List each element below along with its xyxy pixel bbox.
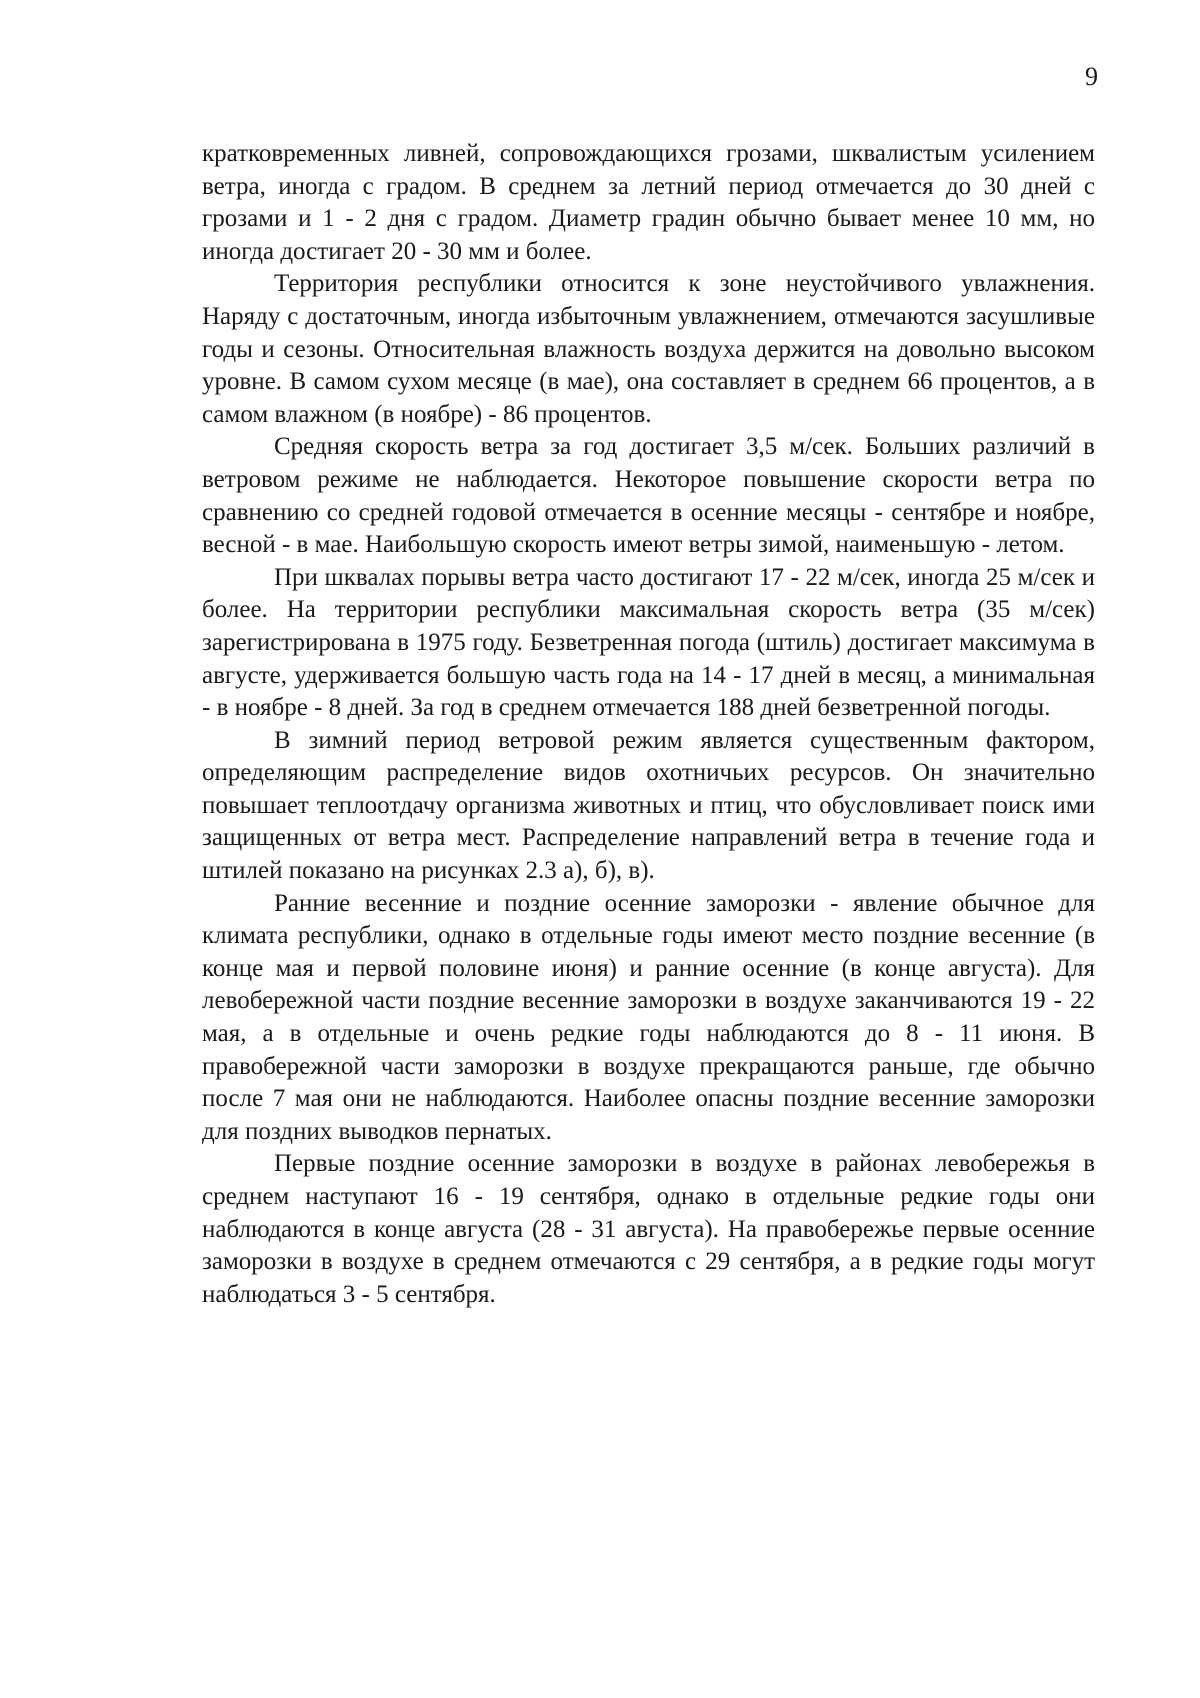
paragraph-5: В зимний период ветровой режим является существенным фактором, определяющим распределение видов охотничьих ресурсов. Он значительно повышает теплоотдачу организма животных и птиц, что обусловливает поиск ими защищенных от ветра мест. Распределение направлений ветра в течение года и штилей показано на рисунках 2.3 а), б), в). <box>202 726 1095 885</box>
paragraph-1: кратковременных ливней, сопровождающихся грозами, шквалистым усилением ветра, иногда с градом. В среднем за летний период отмечается до 30 дней с грозами и 1 - 2 дня с градом. Диаметр градин обычно бывает менее 10 мм, но иногда достигает 20 - 30 мм и более. <box>202 140 1095 265</box>
paragraph-6: Ранние весенние и поздние осенние заморозки - явление обычное для климата республики, однако в отдельные годы имеют место поздние весенние (в конце мая и первой половине июня) и ранние осенние (в конце августа). Для левобережной части поздние весенние заморозки в воздухе заканчиваются 19 - 22 мая, а в отдельные и очень редкие годы наблюдаются до 8 - 11 июня. В правобережной части заморозки в воздухе прекращаются раньше, где обычно после 7 мая они не наблюдаются. Наиболее опасны поздние весенние заморозки для поздних выводков пернатых. <box>202 889 1095 1145</box>
paragraph-2: Территория республики относится к зоне неустойчивого увлажнения. Наряду с достаточным, иногда избыточным увлажнением, отмечаются засушливые годы и сезоны. Относительная влажность воздуха держится на довольно высоком уровне. В самом сухом месяце (в мае), она составляет в среднем 66 процентов, а в самом влажном (в ноябре) - 86 процентов. <box>202 270 1095 428</box>
page-number: 9 <box>1085 62 1098 91</box>
paragraph-3: Средняя скорость ветра за год достигает 3,5 м/сек. Больших различий в ветровом режиме не наблюдается. Некоторое повышение скорости ветра по сравнению со средней годовой отмечается в осенние месяцы - сентябре и ноябре, весной - в мае. Наибольшую скорость имеют ветры зимой, наименьшую - летом. <box>202 433 1095 559</box>
paragraph-4: При шквалах порывы ветра часто достигают 17 - 22 м/сек, иногда 25 м/сек и более. На территории республики максимальная скорость ветра (35 м/сек) зарегистрирована в 1975 году. Безветренная погода (штиль) достигает максимума в августе, удерживается большую часть года на 14 - 17 дней в месяц, а минимальная - в ноябре - 8 дней. За год в среднем отмечается 188 дней безветренной погоды. <box>202 563 1095 722</box>
document-body <box>202 138 1095 1311</box>
paragraph-7: Первые поздние осенние заморозки в воздухе в районах левобережья в среднем наступают 16 - 19 сентября, однако в отдельные редкие годы они наблюдаются в конце августа (28 - 31 августа). На правобережье первые осенние заморозки в воздухе в среднем отмечаются с 29 сентября, а в редкие годы могут наблюдаться 3 - 5 сентября. <box>202 1150 1095 1308</box>
